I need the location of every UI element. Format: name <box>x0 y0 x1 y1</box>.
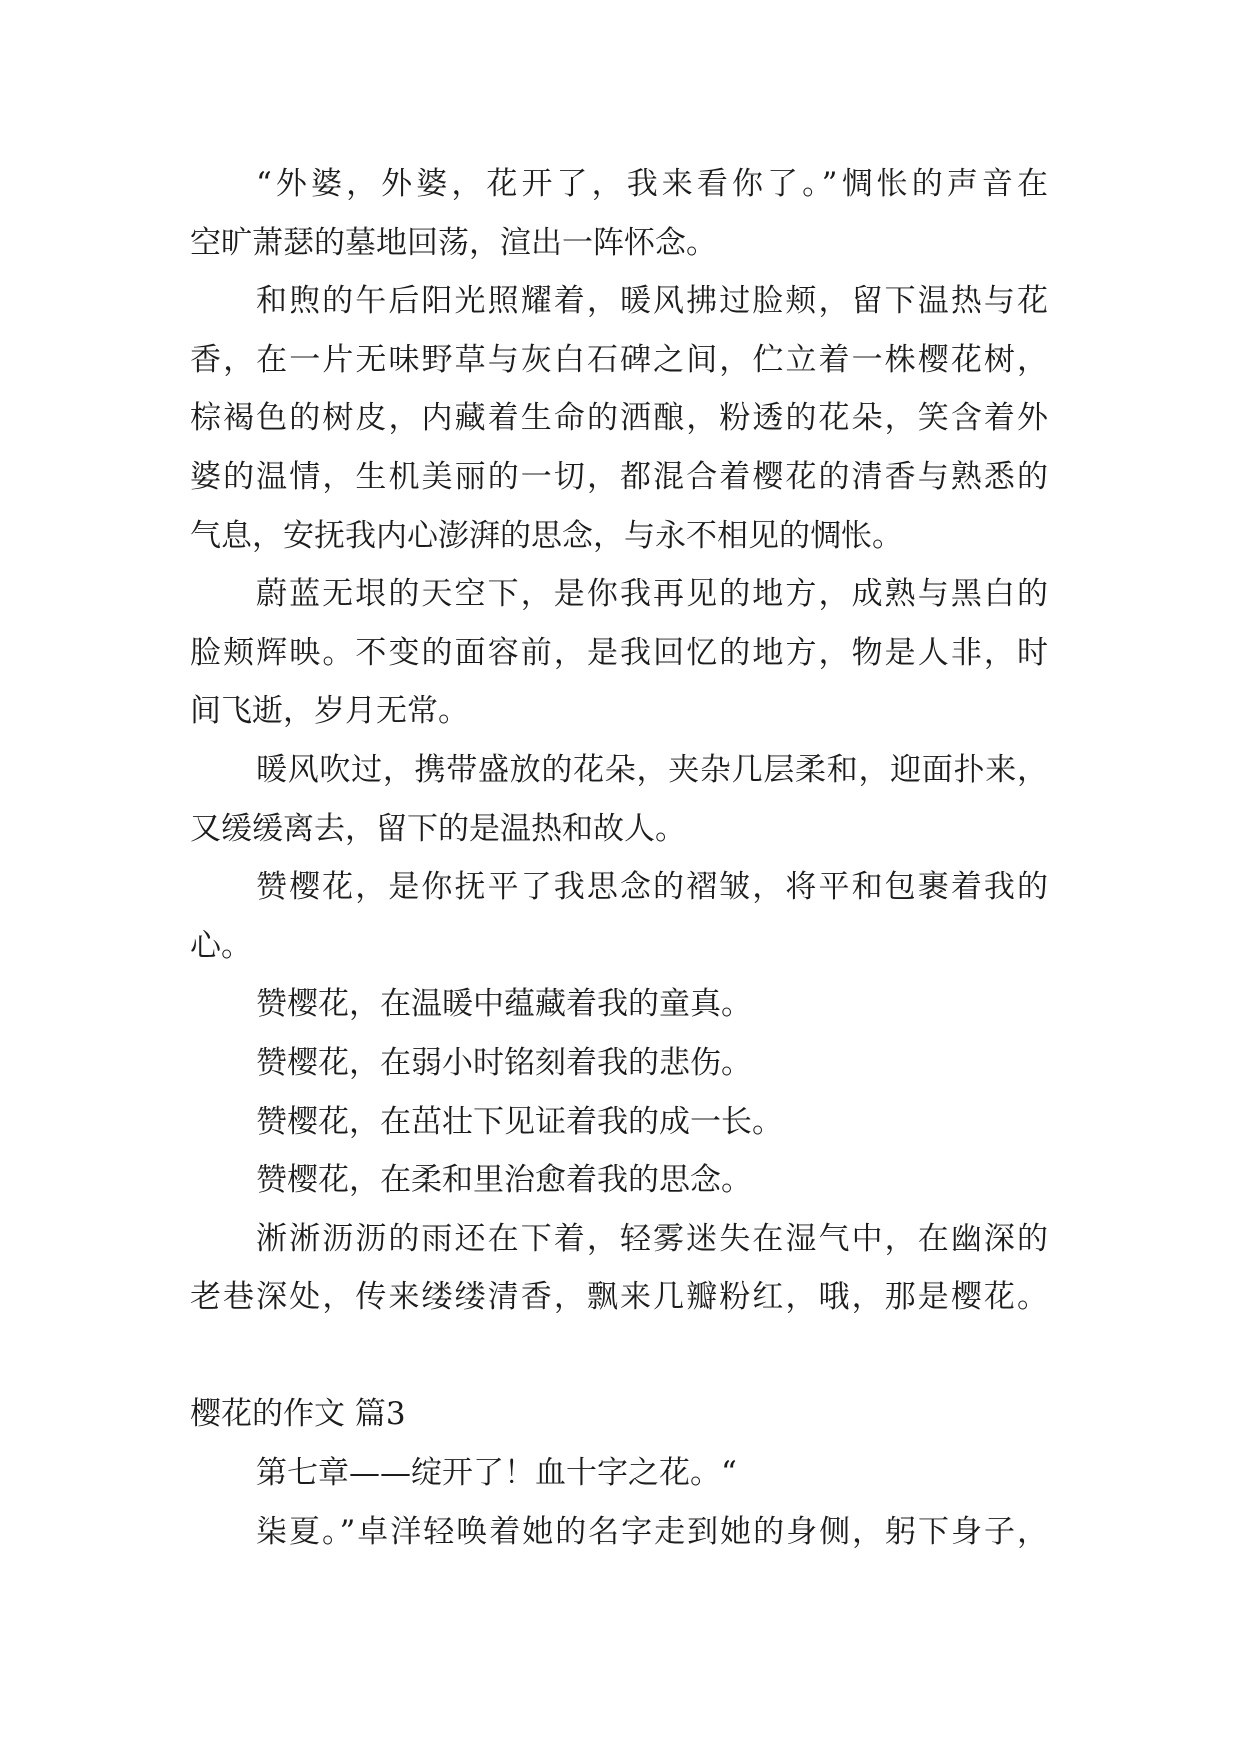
paragraph-line: 婆的温情，生机美丽的一切，都混合着樱花的清香与熟悉的 <box>190 458 1048 495</box>
paragraph-line: 气息，安抚我内心澎湃的思念，与永不相见的惆怅。 <box>190 517 903 554</box>
paragraph-line: 又缓缓离去，留下的是温热和故人。 <box>190 810 686 847</box>
section-heading: 樱花的作文 篇3 <box>190 1396 406 1433</box>
paragraph-line: 心。 <box>190 927 252 964</box>
paragraph-line: 赞樱花，是你抚平了我思念的褶皱，将平和包裹着我的 <box>256 869 1048 906</box>
paragraph <box>190 1444 1048 1503</box>
paragraph-line: 淅淅沥沥的雨还在下着，轻雾迷失在湿气中，在幽深的 <box>256 1220 1048 1257</box>
paragraph <box>190 1151 1048 1210</box>
paragraph-line: 赞樱花，在茁壮下见证着我的成一长。 <box>256 1103 783 1140</box>
paragraph <box>190 858 1048 975</box>
paragraph-line: 蔚蓝无垠的天空下，是你我再见的地方，成熟与黑白的 <box>256 576 1048 613</box>
paragraph <box>190 1093 1048 1152</box>
paragraph <box>190 565 1048 741</box>
paragraph-line: 赞樱花，在柔和里治愈着我的思念。 <box>256 1162 752 1199</box>
paragraph-line: 赞樱花，在温暖中蕴藏着我的童真。 <box>256 986 752 1023</box>
paragraph-line: 间飞逝，岁月无常。 <box>190 693 469 730</box>
paragraph-line: 赞樱花，在弱小时铭刻着我的悲伤。 <box>256 1044 752 1081</box>
paragraph <box>190 1503 1048 1562</box>
paragraph-line: 香，在一片无味野草与灰白石碑之间，伫立着一株樱花树， <box>190 341 1048 378</box>
paragraph <box>190 272 1048 565</box>
paragraph-line: 暖风吹过，携带盛放的花朵，夹杂几层柔和，迎面扑来， <box>256 751 1048 788</box>
paragraph <box>190 155 1048 272</box>
paragraph-line: “外婆，外婆，花开了，我来看你了。”惆怅的声音在 <box>256 166 1048 202</box>
paragraph-line: 空旷萧瑟的墓地回荡，渲出一阵怀念。 <box>190 224 717 261</box>
paragraph <box>190 1034 1048 1093</box>
paragraph-line: 棕褐色的树皮，内藏着生命的洒酿，粉透的花朵，笑含着外 <box>190 400 1048 437</box>
document-page <box>190 155 1048 1561</box>
paragraph-line: 老巷深处，传来缕缕清香，飘来几瓣粉红，哦，那是樱花。 <box>190 1279 1048 1316</box>
paragraph <box>190 741 1048 858</box>
paragraph-line: 脸颊辉映。不变的面容前，是我回忆的地方，物是人非，时 <box>190 634 1048 671</box>
paragraph-line: 柒夏。”卓洋轻唤着她的名字走到她的身侧，躬下身子， <box>256 1513 1048 1550</box>
paragraph-line: 和煦的午后阳光照耀着，暖风拂过脸颊，留下温热与花 <box>256 283 1048 320</box>
paragraph <box>190 975 1048 1034</box>
paragraph-line: 第七章——绽开了！血十字之花。“ <box>256 1455 737 1492</box>
paragraph <box>190 1210 1048 1327</box>
blank-line <box>190 1327 1048 1386</box>
